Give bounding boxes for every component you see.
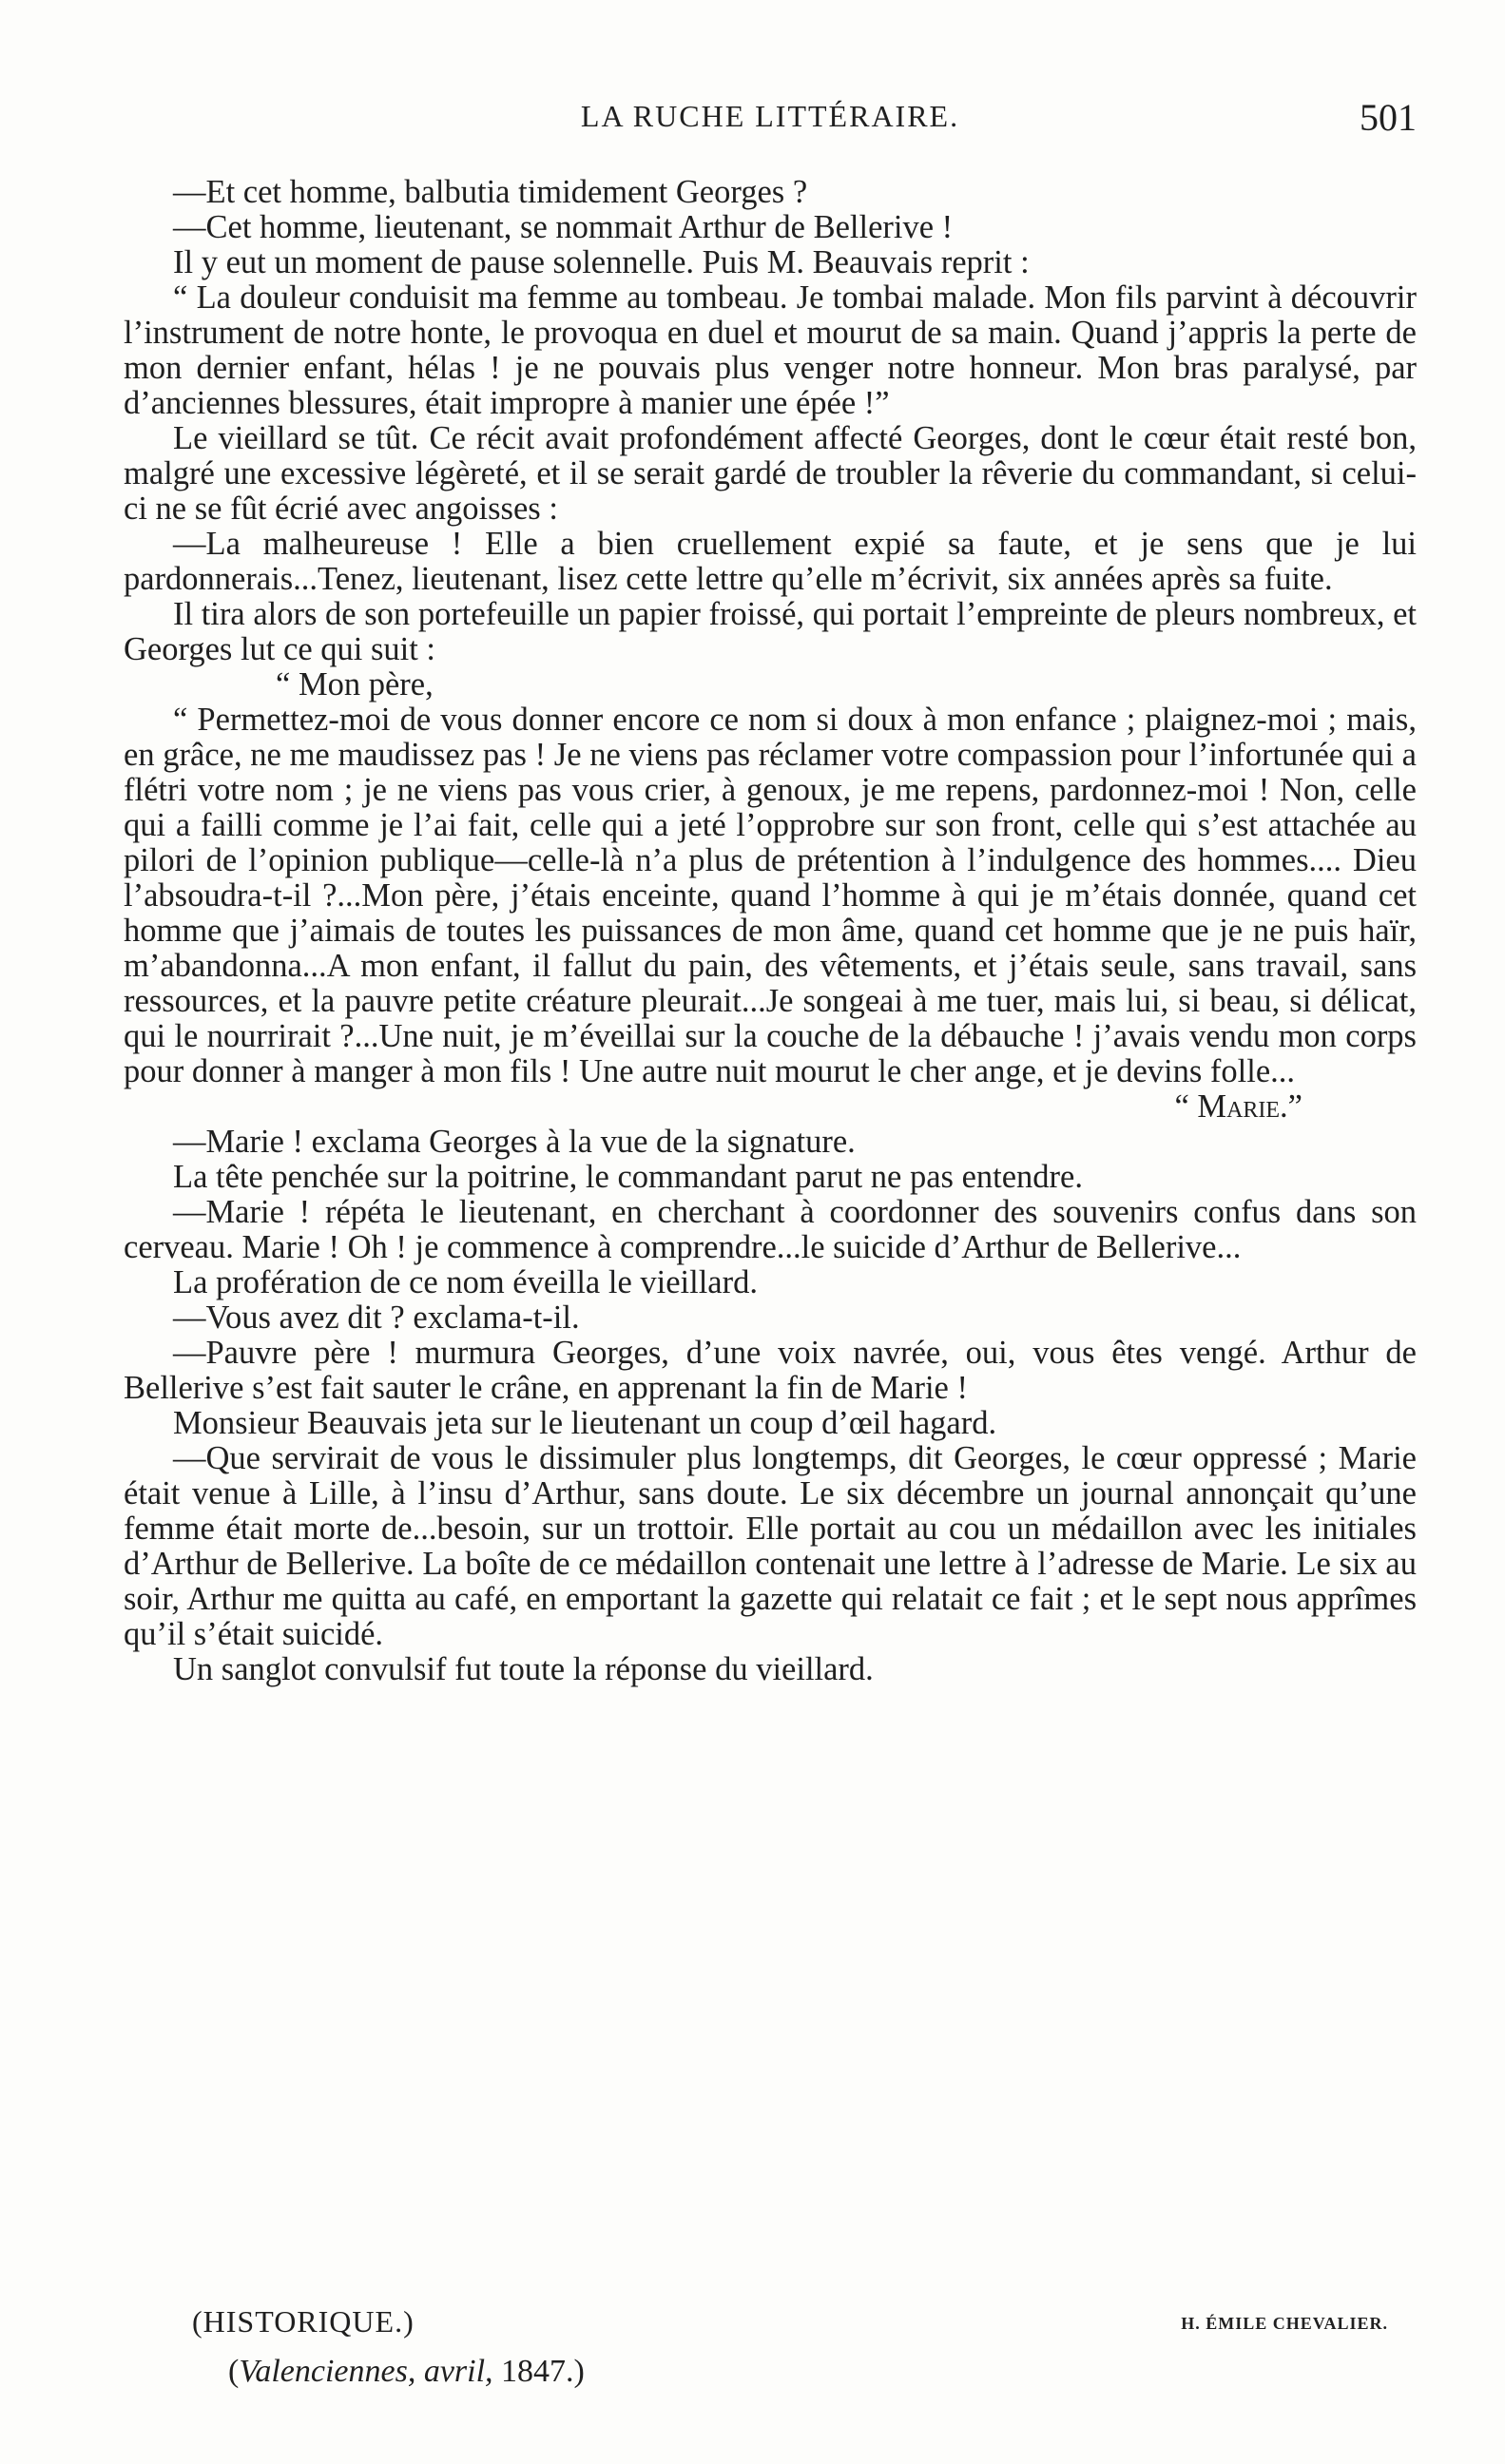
letter-body: “ Permettez-moi de vous donner encore ce nom si doux à mon enfance ; plaignez-moi ; mais, en grâce, ne me maudissez pas ! Je ne viens pas réclamer votre compassion pour l’infortunée qui a flétri votre nom ; je ne viens pas vous crier, à genoux, je me repens, pardonnez-moi ! Non, celle qui a failli comme je l’ai fait, celle qui a jeté l’opprobre sur son front, celle qui s’est attachée au pilori de l’opinion publique—celle-là n’a plus de prétention à l’indulgence des hommes.... Dieu l’absoudra-t-il ?...Mon père, j’étais enceinte, quand l’homme à qui je m’étais donnée, quand cet homme que j’aimais de toutes les puissances de mon âme, quand cet homme que je ne puis haïr, m’abandonna...A mon enfant, il fallut du pain, des vêtements, et j’étais seule, sans travail, sans ressources, et la pauvre petite créature pleurait...Je songeai à me tuer, mais lui, si beau, si délicat, qui le nourrirait ?...Une nuit, je m’éveillai sur la couche de la débauche ! j’avais vendu mon corps pour donner à manger à mon fils ! Une autre nuit mourut le cher ange, et je devins folle...: [124, 702, 1417, 1089]
paragraph: —Vous avez dit ? exclama-t-il.: [173, 1299, 580, 1336]
paragraph: —Et cet homme, balbutia timidement Georges ?: [173, 174, 808, 210]
place-city: Valenciennes,: [239, 2354, 416, 2389]
historique-label: (HISTORIQUE.): [192, 2304, 415, 2339]
author-name: H. ÉMILE CHEVALIER.: [1181, 2314, 1388, 2333]
paragraph: Monsieur Beauvais jeta sur le lieutenant un coup d’œil hagard.: [173, 1405, 997, 1441]
paragraph: Il y eut un moment de pause solennelle. Puis M. Beauvais reprit :: [173, 244, 1030, 280]
paragraph: Il tira alors de son portefeuille un papier froissé, qui portait l’empreinte de pleurs nombreux, et Georges lut ce qui suit :: [124, 596, 1417, 667]
open-paren: (: [228, 2354, 240, 2389]
body-text: [124, 175, 1417, 1687]
running-head: [124, 96, 1417, 144]
paragraph: —Marie ! exclama Georges à la vue de la signature.: [173, 1124, 856, 1160]
date-month: avril,: [423, 2354, 493, 2389]
paragraph: “ La douleur conduisit ma femme au tombeau. Je tombai malade. Mon fils parvint à découvrir l’instrument de notre honte, le provoqua en duel et mourut de sa main. Quand j’appris la perte de mon dernier enfant, hélas ! je ne pouvais plus venger notre honneur. Mon bras paralysé, par d’anciennes blessures, était impropre à manier une épée !”: [124, 279, 1417, 421]
article-footer: [124, 2304, 1417, 2409]
page-number: 501: [1360, 96, 1417, 139]
letter-salutation: “ Mon père,: [276, 666, 434, 703]
paragraph: —Que servirait de vous le dissimuler plus longtemps, dit Georges, le cœur oppressé ; Marie était venue à Lille, à l’insu d’Arthur, sans doute. Le six décembre un journal annonçait qu’une femme était morte de...besoin, sur un trottoir. Elle portait au cou un médaillon avec les initiales d’Arthur de Bellerive. La boîte de ce médaillon contenait une lettre à l’adresse de Marie. Le six au soir, Arthur me quitta au café, en emportant la gazette qui relatait ce fait ; et le sept nous apprîmes qu’il s’était suicidé.: [124, 1440, 1417, 1652]
paragraph: —Cet homme, lieutenant, se nommait Arthur de Bellerive !: [173, 209, 954, 245]
paragraph: La profération de ce nom éveilla le vieillard.: [173, 1264, 758, 1300]
running-title: LA RUCHE LITTÉRAIRE.: [580, 99, 960, 133]
paragraph: La tête penchée sur la poitrine, le commandant parut ne pas entendre.: [173, 1159, 1083, 1195]
paragraph: —Pauvre père ! murmura Georges, d’une voix navrée, oui, vous êtes vengé. Arthur de Bellerive s’est fait sauter le crâne, en apprenant la fin de Marie !: [124, 1335, 1417, 1406]
date-year: 1847.): [501, 2354, 585, 2389]
letter-signature: “ Marie.”: [1174, 1088, 1302, 1125]
paragraph: —La malheureuse ! Elle a bien cruellement expié sa faute, et je sens que je lui pardonnerais...Tenez, lieutenant, lisez cette lettre qu’elle m’écrivit, six années après sa fuite.: [124, 526, 1417, 597]
place-date: [228, 2354, 585, 2390]
paragraph: —Marie ! répéta le lieutenant, en cherchant à coordonner des souvenirs confus dans son cerveau. Marie ! Oh ! je commence à comprendre...le suicide d’Arthur de Bellerive...: [124, 1194, 1417, 1265]
paragraph: Un sanglot convulsif fut toute la réponse du vieillard.: [173, 1651, 874, 1687]
paragraph: Le vieillard se tût. Ce récit avait profondément affecté Georges, dont le cœur était resté bon, malgré une excessive légèreté, et il se serait gardé de troubler la rêverie du commandant, si celui-ci ne se fût écrié avec angoisses :: [124, 420, 1417, 527]
